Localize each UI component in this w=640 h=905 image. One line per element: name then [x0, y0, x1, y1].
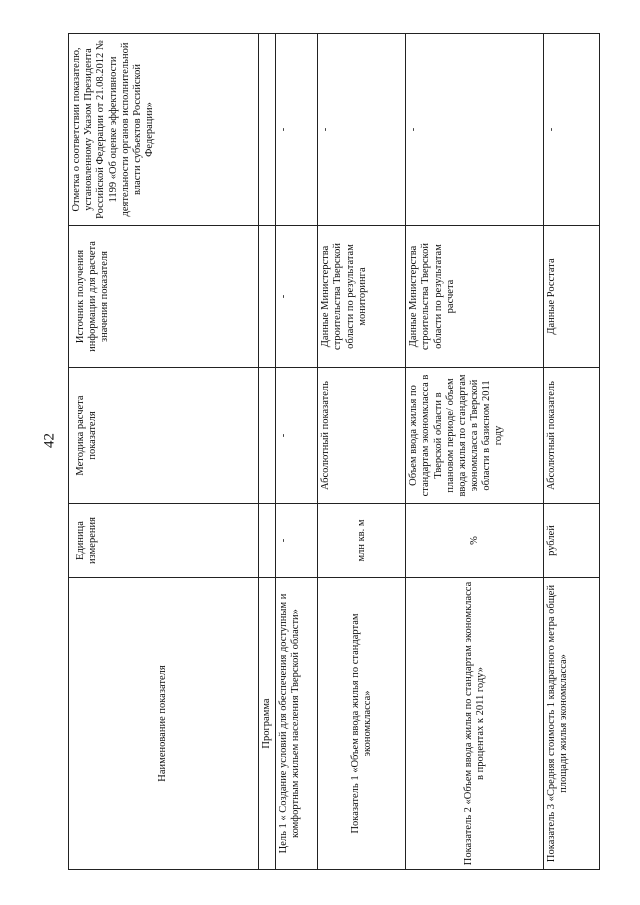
row-unit: рублей: [544, 504, 600, 578]
row-source: Данные Министерства строительства Тверской области по результатам мониторинга: [318, 226, 406, 368]
page-number: 42: [41, 433, 58, 448]
table-stage: [68, 34, 617, 870]
row-name: Цель 1 « Создание условий для обеспечения доступным и комфортным жильем населения Тверской области»: [276, 578, 318, 870]
program-row: [259, 34, 276, 870]
header-row: [69, 34, 259, 870]
program-cell: [259, 368, 276, 504]
program-cell: [259, 226, 276, 368]
row-method: -: [276, 368, 318, 504]
row-mark: -: [406, 34, 544, 226]
row-mark: -: [318, 34, 406, 226]
row-method: Объем ввода жилья по стандартам экономкласса в Тверской области в плановом периоде/ объем ввода жилья по стандартам экономкласса в Тверской области в базисном 2011 году: [406, 368, 544, 504]
program-cell: [259, 504, 276, 578]
header-unit: Единица измерения: [69, 504, 259, 578]
row-method: Абсолютный показатель: [544, 368, 600, 504]
row-unit: млн кв. м: [318, 504, 406, 578]
header-method: Методика расчета показателя: [69, 368, 259, 504]
program-cell: [259, 34, 276, 226]
table-row: [406, 34, 544, 870]
row-source: Данные Росстата: [544, 226, 600, 368]
header-mark: Отметка о соответствии показателю, установленному Указом Президента Российской Федерации от 21.08.2012 № 1199 «Об оценке эффективности деятельности органов исполнительной власти субъектов Российской Федерации»: [69, 34, 259, 226]
row-unit: -: [276, 504, 318, 578]
indicators-table: [68, 33, 600, 870]
row-source: Данные Министерства строительства Тверской области по результатам расчета: [406, 226, 544, 368]
row-name: Показатель 3 «Средняя стоимость 1 квадратного метра общей площади жилья экономкласса»: [544, 578, 600, 870]
header-source: Источник получения информации для расчета значения показателя: [69, 226, 259, 368]
table-row: [544, 34, 600, 870]
row-source: -: [276, 226, 318, 368]
row-mark: -: [544, 34, 600, 226]
row-method: Абсолютный показатель: [318, 368, 406, 504]
row-name: Показатель 2 «Объем ввода жилья по стандартам экономкласса в процентах к 2011 году»: [406, 578, 544, 870]
row-name: Показатель 1 «Объем ввода жилья по стандартам экономкласса»: [318, 578, 406, 870]
header-name: Наименование показателя: [69, 578, 259, 870]
program-label: Программа: [259, 578, 276, 870]
table-row: [318, 34, 406, 870]
row-mark: -: [276, 34, 318, 226]
row-unit: %: [406, 504, 544, 578]
table-row: [276, 34, 318, 870]
rotated-table-area: [68, 34, 617, 870]
